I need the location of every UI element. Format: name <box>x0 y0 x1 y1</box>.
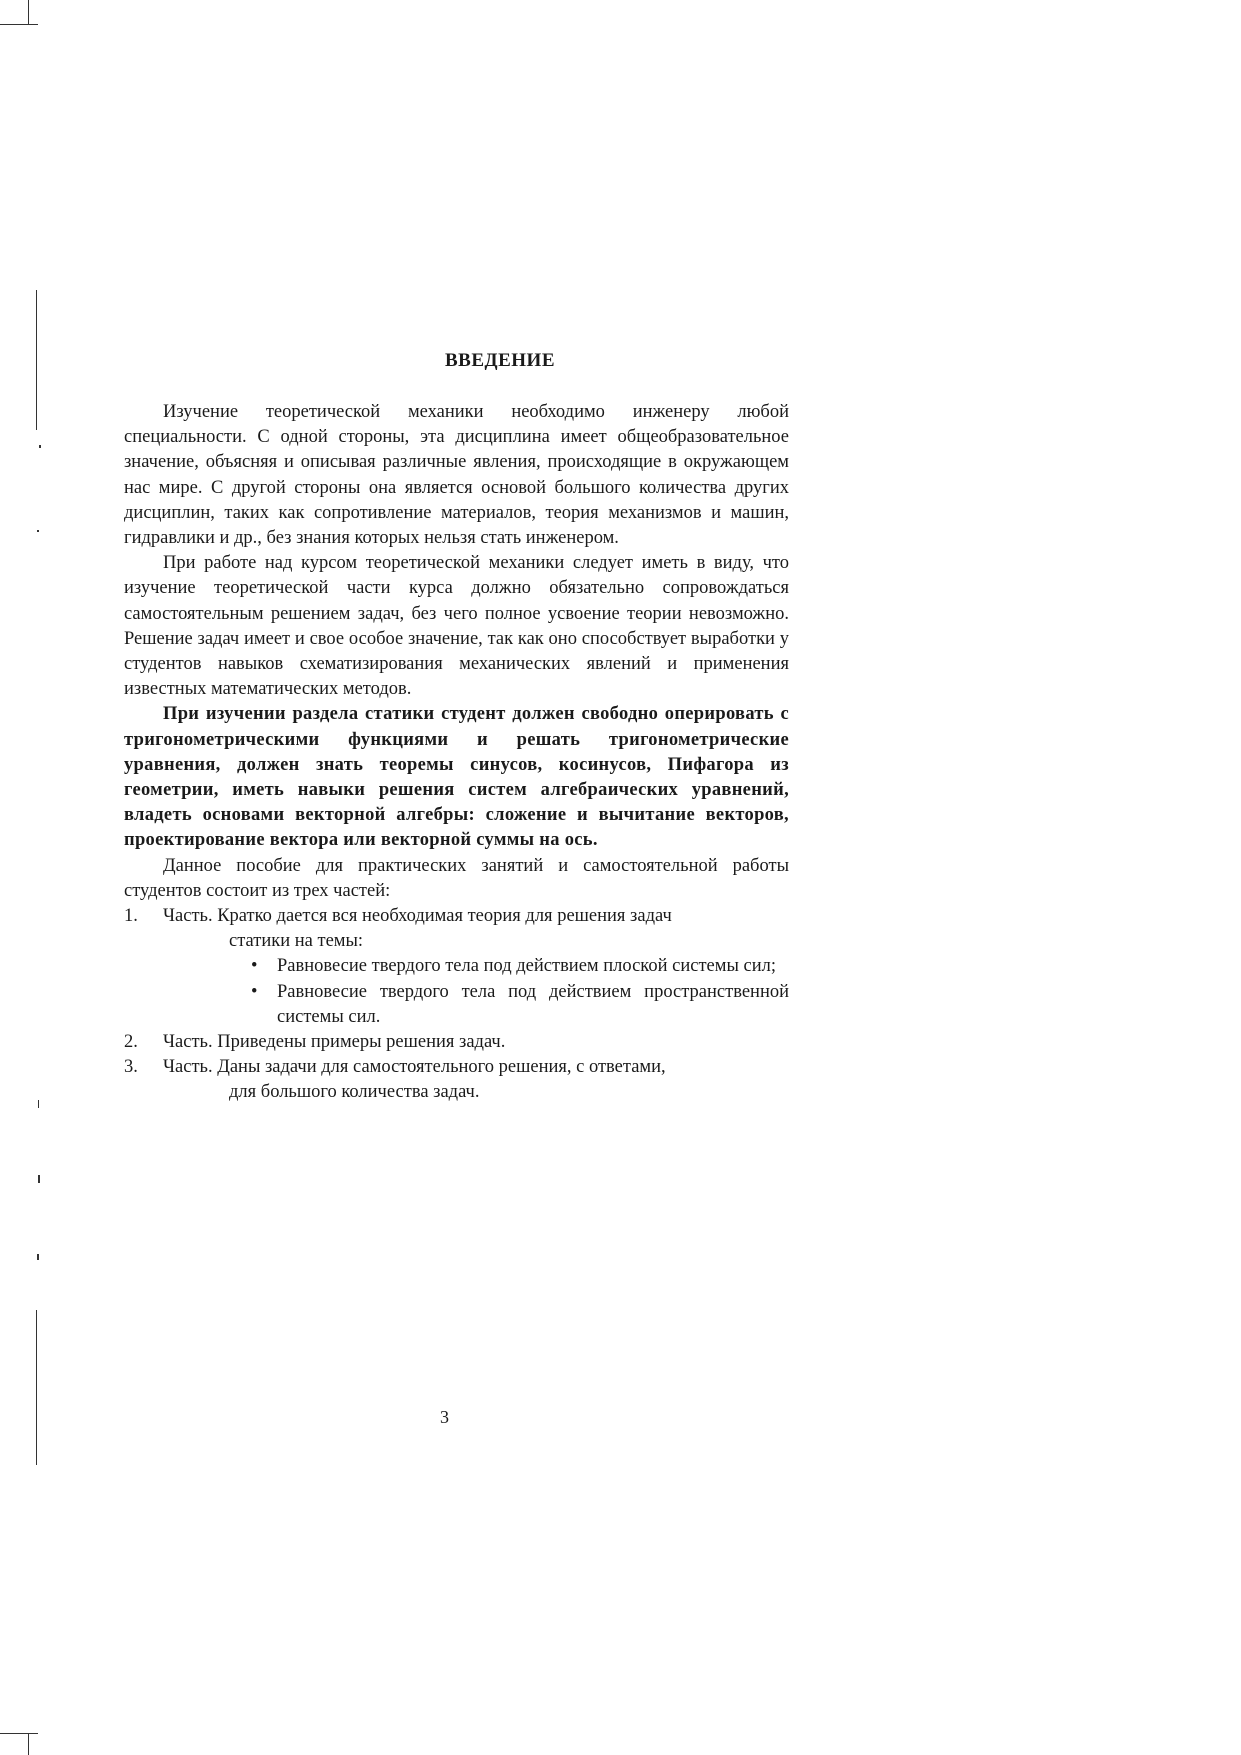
list-number: 1. <box>124 906 138 927</box>
body-text <box>124 400 789 1106</box>
crop-mark-bottom <box>28 1733 29 1755</box>
list-item-text: Часть. Приведены примеры решения задач. <box>163 1032 506 1053</box>
list-item-2 <box>124 1030 789 1055</box>
list-number: 3. <box>124 1057 138 1078</box>
crop-mark-top-line <box>0 24 38 25</box>
list-item-continuation: статики на темы: <box>229 931 364 952</box>
bullet-item <box>249 980 789 1030</box>
bullet-icon: • <box>251 981 258 1002</box>
list-item-continuation: для большого количества задач. <box>229 1082 480 1103</box>
paragraph-3-bold: При изучении раздела статики студент должен свободно оперировать с тригонометрическими функциями и решать тригонометрические уравнения, должен знать теоремы синусов, косинусов, Пифагора из геометрии, иметь навыки решения систем алгебраических уравнений, владеть основами векторной алгебры: сложение и вычитание векторов, проектирование вектора или векторной суммы на ось. <box>124 704 789 851</box>
list-item-text: Часть. Даны задачи для самостоятельного решения, с ответами, <box>163 1057 666 1078</box>
bullet-text: Равновесие твердого тела под действием плоской системы сил; <box>277 956 776 977</box>
parts-list <box>124 904 789 1106</box>
bullet-item <box>249 954 789 979</box>
list-item-text: Часть. Кратко дается вся необходимая теория для решения задач <box>163 906 672 927</box>
list-item-1 <box>124 904 789 1030</box>
crop-mark-bottom-line <box>0 1733 38 1734</box>
scan-edge-line <box>36 1310 37 1465</box>
scan-edge-dot <box>38 1175 40 1183</box>
bullet-icon: • <box>251 956 258 977</box>
paragraph-2: При работе над курсом теоретической механики следует иметь в виду, что изучение теоретической части курса должно обязательно сопровождаться самостоятельным решением задач, без чего полное усвоение теории невозможно. Решение задач имеет и свое особое значение, так как оно способствует выработки у студентов навыков схематизирования механических явлений и применения известных математических методов. <box>124 553 789 700</box>
crop-mark-top <box>28 0 29 24</box>
scan-edge-dot <box>37 1254 39 1260</box>
page-number: 3 <box>440 1407 449 1427</box>
list-number: 2. <box>124 1032 138 1053</box>
paragraph-4: Данное пособие для практических занятий и самостоятельной работы студентов состоит из трех частей: <box>124 855 789 901</box>
list-item-3 <box>124 1055 789 1105</box>
paragraph-1: Изучение теоретической механики необходимо инженеру любой специальности. С одной стороны, эта дисциплина имеет общеобразовательное значение, объясняя и описывая различные явления, происходящие в окружающем нас мире. С другой стороны она является основой большого количества других дисциплин, таких как сопротивление материалов, теория механизмов и машин, гидравлики и др., без знания которых нельзя стать инженером. <box>124 402 789 549</box>
scan-edge-dot <box>37 530 39 532</box>
bullet-text: Равновесие твердого тела под действием пространственной системы сил. <box>277 981 789 1027</box>
page-title: ВВЕДЕНИЕ <box>445 350 555 371</box>
scan-edge-dot <box>38 1100 39 1108</box>
bullet-list <box>163 954 789 1030</box>
scan-edge-dot <box>39 445 41 448</box>
